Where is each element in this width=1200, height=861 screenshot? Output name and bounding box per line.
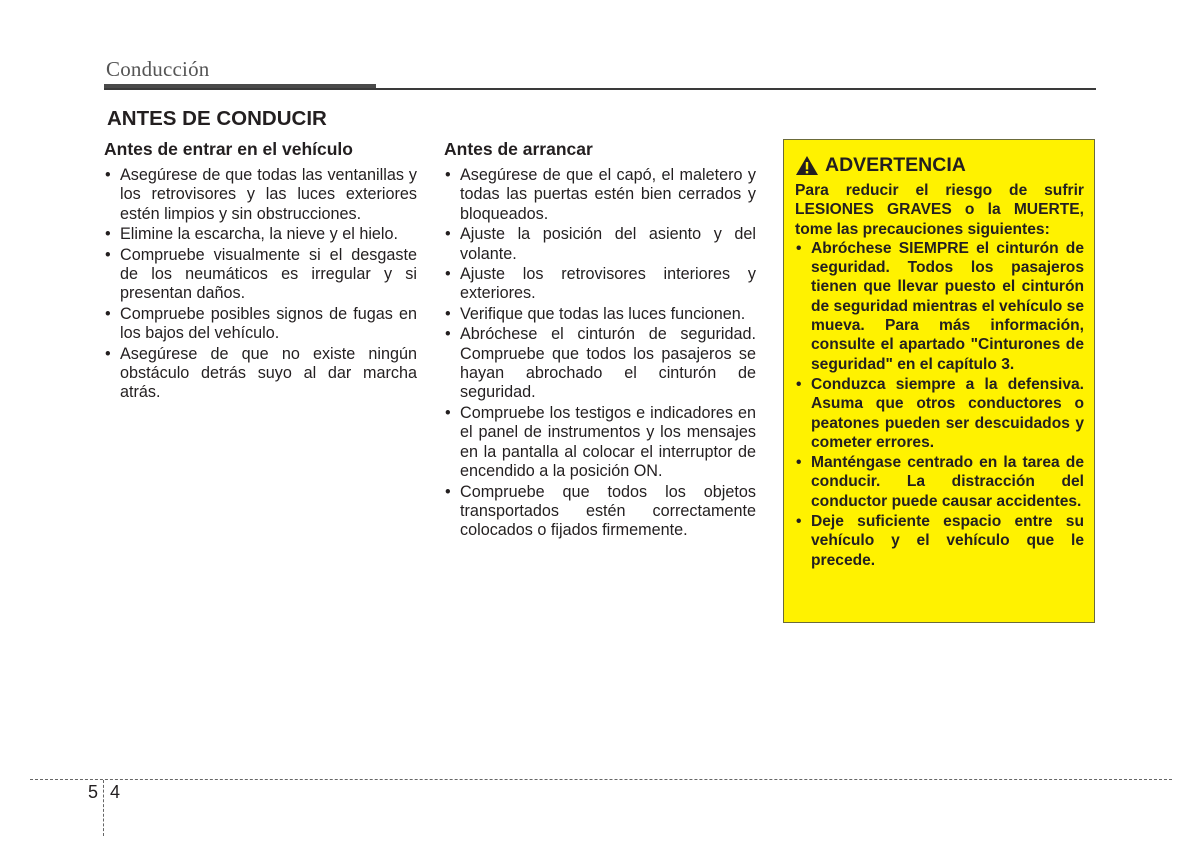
list-item-text: Compruebe los testigos e indicadores en el panel de instrumentos y los mensajes en la pantalla al colocar el interruptor de encendido a la posición ON. — [460, 403, 756, 481]
left-bullet-list — [104, 166, 417, 403]
list-item-text: Compruebe visualmente si el desgaste de los neumáticos es irregular y si presentan daños. — [120, 245, 417, 303]
list-item-text: Ajuste la posición del asiento y del volante. — [460, 225, 756, 263]
list-item-text: Compruebe que todos los objetos transportados estén correctamente colocados o fijados firmemente. — [460, 482, 756, 540]
footer-rule — [30, 779, 1172, 780]
left-column-heading: Antes de entrar en el vehículo — [104, 139, 353, 159]
list-item: • Compruebe los testigos e indicadores en el panel de instrumentos y los mensajes en la pantalla al colocar el interruptor de encendido a la posición ON. — [445, 403, 756, 481]
section-title: ANTES DE CONDUCIR — [107, 107, 327, 130]
list-item: • Ajuste los retrovisores interiores y exteriores. — [445, 265, 756, 303]
list-item-text: Compruebe posibles signos de fugas en los bajos del vehículo. — [120, 304, 417, 343]
list-item: • Asegúrese de que no existe ningún obstáculo detrás suyo al dar marcha atrás. — [105, 344, 417, 402]
list-item-text: Abróchese SIEMPRE el cinturón de seguridad. Todos los pasajeros tienen que llevar puesto el cinturón de seguridad mientras el vehículo se mueva. Para más información, consulte el apartado "Cinturones de seguridad" en el capítulo 3. — [811, 239, 1084, 373]
list-item: • Elimine la escarcha, la nieve y el hielo. — [105, 225, 399, 244]
page-number: 4 — [110, 782, 121, 802]
warning-triangle-icon — [795, 155, 819, 176]
list-item: • Abróchese SIEMPRE el cinturón de seguridad. Todos los pasajeros tienen que llevar puesto el cinturón de seguridad mientras el vehículo se mueva. Para más información, consulte el apartado "Cinturones de seguridad" en el capítulo 3. — [796, 239, 1084, 373]
warning-list — [795, 239, 1084, 570]
list-item: • Compruebe visualmente si el desgaste de los neumáticos es irregular y si presentan daños. — [105, 245, 417, 303]
chapter-title: Conducción — [106, 57, 210, 81]
list-item-text: Deje suficiente espacio entre su vehículo y el vehículo que le precede. — [811, 513, 1084, 569]
list-item: • Compruebe posibles signos de fugas en los bajos del vehículo. — [105, 304, 417, 343]
list-item: • Verifique que todas las luces funcionen. — [445, 304, 746, 323]
list-item-text: Manténgase centrado en la tarea de conducir. La distracción del conductor puede causar accidentes. — [811, 454, 1084, 510]
header-rule — [104, 88, 1096, 90]
page-number-separator — [103, 780, 104, 836]
list-item: • Conduzca siempre a la defensiva. Asuma que otros conductores o peatones pueden ser descuidados y cometer errores. — [796, 375, 1084, 451]
list-item-text: Conduzca siempre a la defensiva. Asuma que otros conductores o peatones pueden ser descuidados y cometer errores. — [811, 375, 1084, 451]
list-item-text: Asegúrese de que el capó, el maletero y todas las puertas estén bien cerrados y bloqueados. — [460, 166, 756, 223]
middle-column — [444, 138, 756, 542]
warning-header — [795, 154, 1084, 177]
warning-box — [783, 139, 1095, 623]
chapter-number: 5 — [88, 782, 99, 802]
list-item-text: Asegúrese de que no existe ningún obstáculo detrás suyo al dar marcha atrás. — [120, 344, 417, 402]
left-column — [104, 138, 417, 404]
warning-title: ADVERTENCIA — [825, 154, 966, 176]
list-item-text: Verifique que todas las luces funcionen. — [460, 304, 746, 323]
list-item-text: Elimine la escarcha, la nieve y el hielo. — [120, 225, 399, 244]
list-item-text: Ajuste los retrovisores interiores y exteriores. — [460, 265, 756, 303]
list-item-text: Asegúrese de que todas las ventanillas y los retrovisores y las luces exteriores estén limpios y sin obstrucciones. — [120, 166, 417, 223]
middle-column-heading: Antes de arrancar — [444, 139, 593, 159]
list-item: • Ajuste la posición del asiento y del volante. — [445, 225, 756, 263]
middle-bullet-list — [444, 166, 756, 541]
list-item: • Compruebe que todos los objetos transportados estén correctamente colocados o fijados firmemente. — [445, 482, 756, 540]
list-item: • Deje suficiente espacio entre su vehículo y el vehículo que le precede. — [796, 513, 1084, 569]
list-item: • Abróchese el cinturón de seguridad. Compruebe que todos los pasajeros se hayan abrochado el cinturón de seguridad. — [445, 325, 756, 402]
list-item: • Asegúrese de que el capó, el maletero y todas las puertas estén bien cerrados y bloqueados. — [445, 166, 756, 223]
warning-intro: Para reducir el riesgo de sufrir LESIONES GRAVES o la MUERTE, tome las precauciones siguientes: — [795, 182, 1084, 238]
list-item: • Asegúrese de que todas las ventanillas y los retrovisores y las luces exteriores estén limpios y sin obstrucciones. — [105, 166, 417, 223]
list-item-text: Abróchese el cinturón de seguridad. Compruebe que todos los pasajeros se hayan abrochado el cinturón de seguridad. — [460, 325, 756, 402]
list-item: • Manténgase centrado en la tarea de conducir. La distracción del conductor puede causar accidentes. — [796, 454, 1084, 510]
